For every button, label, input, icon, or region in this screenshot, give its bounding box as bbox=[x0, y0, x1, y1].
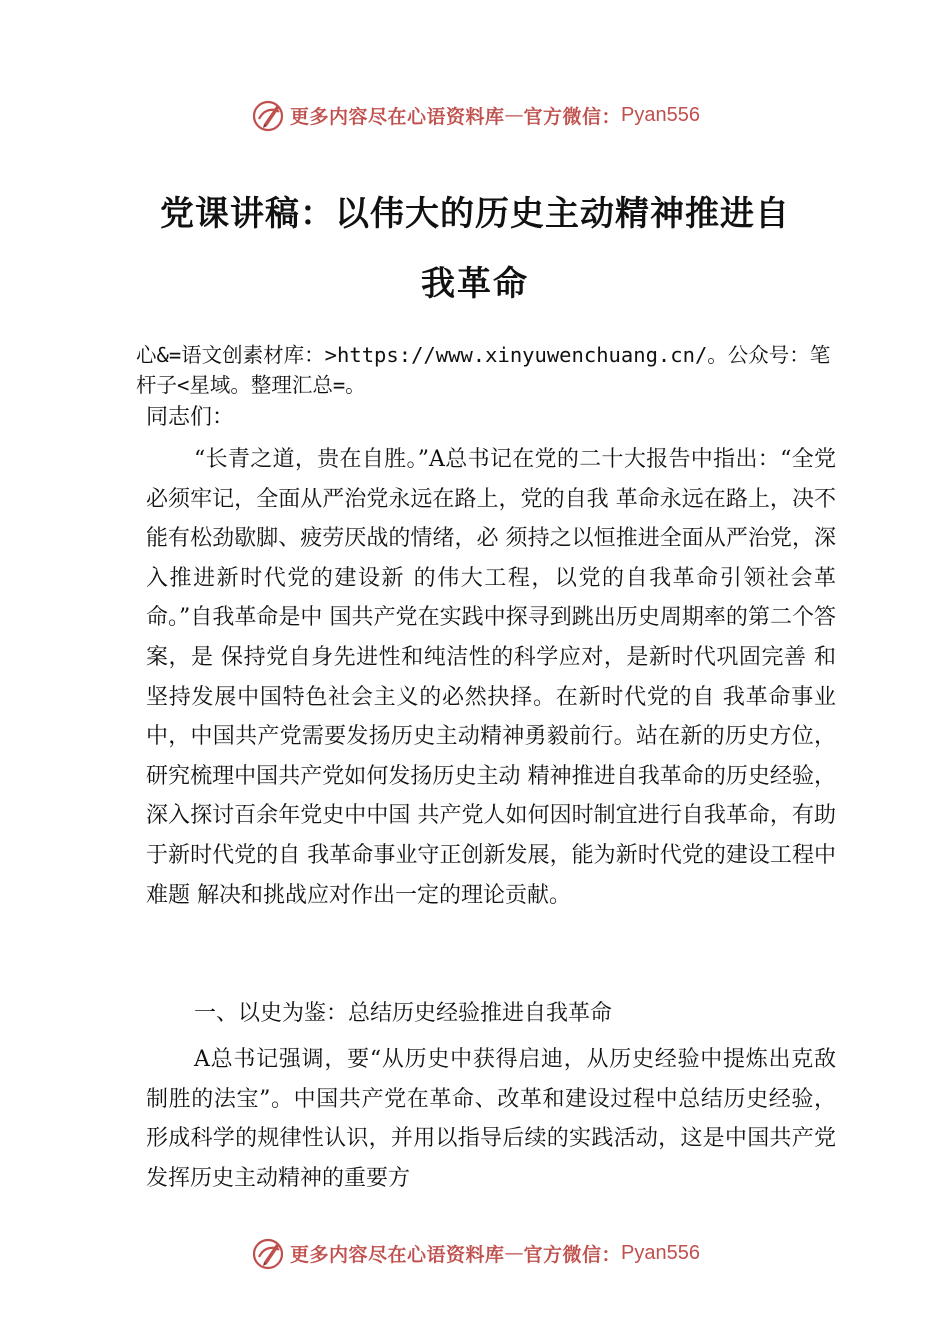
banner-main-text: 更多内容尽在心语资料库 bbox=[290, 1243, 505, 1266]
footer-watermark-banner bbox=[0, 1228, 950, 1278]
body-paragraph-1: “长青之道，贵在自胜。”A总书记在党的二十大报告中指出：“全党必须牢记，全面从严治党永远在路上，党的自我 革命永远在路上，决不能有松劲歇脚、疲劳厌战的情绪，必 须持之以恒推进全面从严治党，深入推进新时代党的建设新 的伟大工程，以党的自我革命引领社会革命。”自我革命是中 国共产党在实践中探寻到跳出历史周期率的第二个答案，是 保持党自身先进性和纯洁性的科学应对，是新时代巩固完善 和坚持发展中国特色社会主义的必然抉择。在新时代党的自 我革命事业中，中国共产党需要发扬历史主动精神勇毅前行。站在新的历史方位，研究梳理中国共产党如何发扬历史主动 精神推进自我革命的历史经验，深入探讨百余年党史中中国 共产党人如何因时制宜进行自我革命，有助于新时代党的自 我革命事业守正创新发展，能为新时代党的建设工程中难题 解决和挑战应对作出一定的理论贡献。 bbox=[146, 447, 836, 908]
body-paragraph-2: A总书记强调，要“从历史中获得启迪，从历史经验中提炼出克敌制胜的法宝”。中国共产党在革命、改革和建设过程中总结历史经验，形成科学的规律性认识，并用以指导后续的实践活动，这是中国共产党发挥历史主动精神的重要方 bbox=[146, 1047, 836, 1191]
banner-wechat-label: 官方微信： bbox=[523, 1243, 622, 1266]
banner-separator: — bbox=[504, 104, 524, 126]
banner-wechat-label: 官方微信： bbox=[523, 105, 622, 128]
banner-main-text: 更多内容尽在心语资料库 bbox=[290, 105, 505, 128]
document-title-line-1: 党课讲稿：以伟大的历史主动精神推进自 bbox=[160, 194, 790, 234]
pen-and-paper-logo-icon bbox=[250, 1235, 286, 1271]
source-attribution: 心&=语文创素材库：>https://www.xinyuwenchuang.cn/。公众号：笔杆子<星域。整理汇总=。 bbox=[136, 343, 831, 397]
banner-separator: — bbox=[504, 1242, 524, 1264]
greeting: 同志们： bbox=[146, 405, 235, 430]
banner-wechat-id: Pyan556 bbox=[621, 103, 700, 126]
pen-and-paper-logo-icon bbox=[250, 97, 286, 133]
document-title-line-2: 我革命 bbox=[421, 264, 529, 304]
header-watermark-banner bbox=[0, 90, 950, 140]
section-heading-1: 一、以史为鉴：总结历史经验推进自我革命 bbox=[194, 1001, 613, 1026]
banner-wechat-id: Pyan556 bbox=[621, 1241, 700, 1264]
